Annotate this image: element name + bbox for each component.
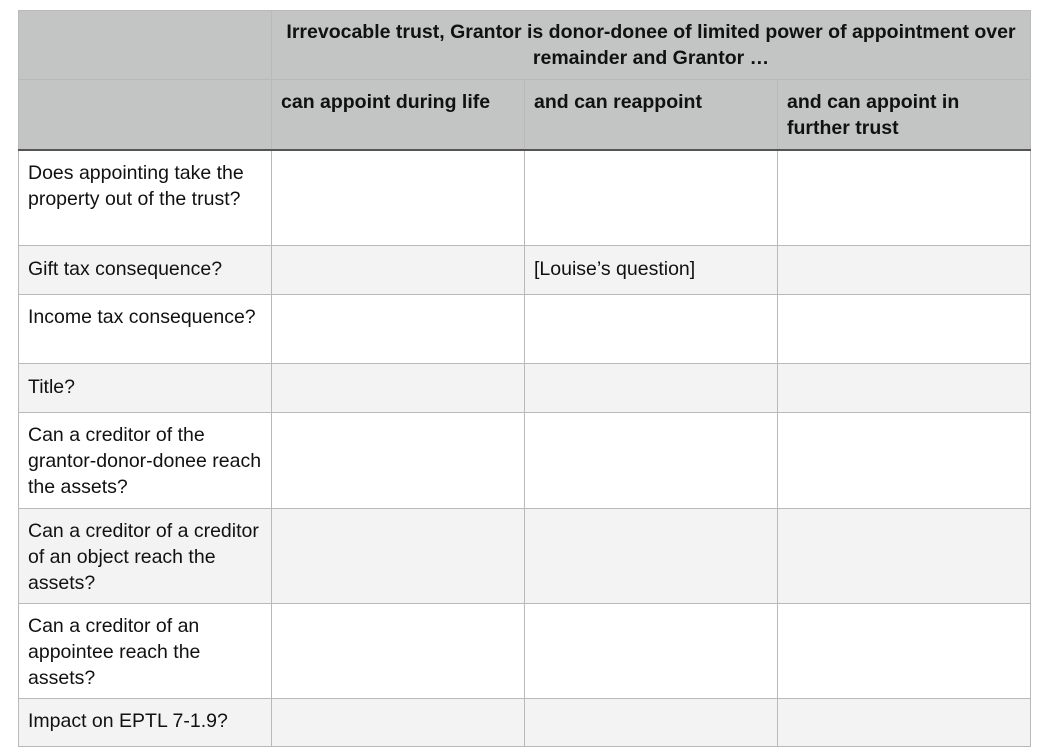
table-cell bbox=[778, 150, 1031, 246]
header-row-top bbox=[19, 11, 1031, 80]
row-label: Gift tax consequence? bbox=[19, 246, 272, 295]
table-cell bbox=[272, 604, 525, 699]
header-span-title: Irrevocable trust, Grantor is donor-donee of limited power of appointment over remainder and Grantor … bbox=[272, 11, 1031, 80]
table-row bbox=[19, 699, 1031, 747]
table-cell bbox=[272, 413, 525, 509]
table-row bbox=[19, 150, 1031, 246]
row-label: Impact on EPTL 7-1.9? bbox=[19, 699, 272, 747]
table-cell bbox=[272, 364, 525, 413]
table-cell bbox=[272, 295, 525, 364]
table-cell bbox=[778, 246, 1031, 295]
column-header-empty bbox=[19, 80, 272, 150]
table-row bbox=[19, 246, 1031, 295]
row-label: Can a creditor of a creditor of an object reach the assets? bbox=[19, 509, 272, 604]
column-header-during-life: can appoint during life bbox=[272, 80, 525, 150]
table-cell bbox=[525, 364, 778, 413]
table-cell bbox=[778, 413, 1031, 509]
table-cell bbox=[778, 604, 1031, 699]
header-row-columns bbox=[19, 80, 1031, 150]
table-cell bbox=[778, 699, 1031, 747]
table-cell bbox=[778, 509, 1031, 604]
table-cell bbox=[525, 150, 778, 246]
comparison-table bbox=[18, 10, 1031, 747]
row-label: Does appointing take the property out of the trust? bbox=[19, 150, 272, 246]
table-cell bbox=[778, 295, 1031, 364]
table-cell bbox=[272, 150, 525, 246]
column-header-reappoint: and can reappoint bbox=[525, 80, 778, 150]
table-cell bbox=[525, 509, 778, 604]
row-label: Income tax consequence? bbox=[19, 295, 272, 364]
table-cell bbox=[778, 364, 1031, 413]
table-row bbox=[19, 295, 1031, 364]
table-cell bbox=[525, 604, 778, 699]
table-row bbox=[19, 413, 1031, 509]
table-cell bbox=[272, 699, 525, 747]
column-header-further-trust: and can appoint in further trust bbox=[778, 80, 1031, 150]
row-label: Can a creditor of the grantor-donor-donee reach the assets? bbox=[19, 413, 272, 509]
table-cell bbox=[272, 509, 525, 604]
table-row bbox=[19, 604, 1031, 699]
table-cell bbox=[525, 295, 778, 364]
table-cell: [Louise’s question] bbox=[525, 246, 778, 295]
row-label: Title? bbox=[19, 364, 272, 413]
table-cell bbox=[272, 246, 525, 295]
table-cell bbox=[525, 413, 778, 509]
corner-cell bbox=[19, 11, 272, 80]
table-cell bbox=[525, 699, 778, 747]
row-label: Can a creditor of an appointee reach the assets? bbox=[19, 604, 272, 699]
table-row bbox=[19, 364, 1031, 413]
table-row bbox=[19, 509, 1031, 604]
